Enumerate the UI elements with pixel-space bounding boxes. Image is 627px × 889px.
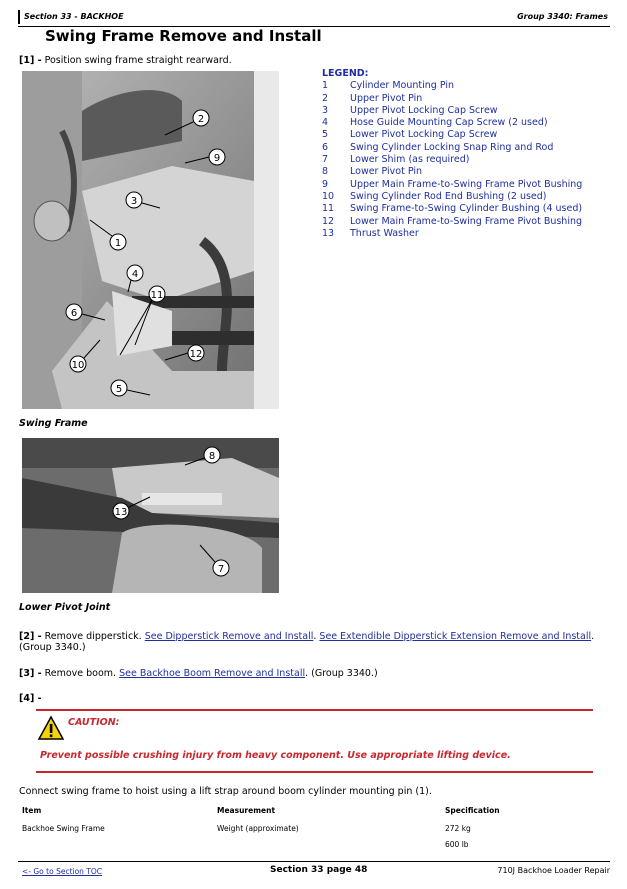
legend-label: Cylinder Mounting Pin [350, 80, 455, 92]
backhoe-boom-link[interactable]: See Backhoe Boom Remove and Install [119, 668, 306, 679]
legend-number: 11 [322, 203, 335, 215]
step-2-tail: . (Group 3340.) [19, 631, 595, 653]
callout-label: 7 [217, 564, 225, 575]
table-cell-spec-metric: 272 kg [445, 824, 471, 833]
legend-number: 6 [322, 141, 329, 153]
callout-label: 12 [189, 349, 203, 360]
figure-2-caption: Lower Pivot Joint [19, 602, 111, 613]
group-label: Group 3340: Frames [517, 12, 608, 21]
callout-label: 2 [197, 114, 205, 125]
callout-label: 11 [150, 290, 164, 301]
legend-label: Lower Shim (as required) [350, 154, 470, 166]
legend-number: 7 [322, 154, 329, 166]
col-header-measurement: Measurement [217, 806, 276, 815]
legend-label: Swing Cylinder Locking Snap Ring and Rod [350, 141, 554, 153]
callout-label: 3 [130, 196, 138, 207]
callout-label: 1 [114, 238, 122, 249]
legend-number: 9 [322, 178, 329, 190]
manual-title: 710J Backhoe Loader Repair [497, 866, 610, 875]
col-header-specification: Specification [445, 806, 500, 815]
callout-label: 10 [71, 360, 85, 371]
caution-bottom-rule [36, 771, 593, 773]
legend-label: Lower Pivot Pin [350, 166, 422, 178]
legend-label: Swing Cylinder Rod End Bushing (2 used) [350, 190, 547, 202]
section-label: Section 33 - BACKHOE [24, 12, 124, 21]
callout-label: 13 [114, 507, 128, 518]
footer-divider [18, 861, 610, 862]
legend-number: 8 [322, 166, 329, 178]
dipperstick-link[interactable]: See Dipperstick Remove and Install [144, 631, 314, 642]
legend-number: 13 [322, 227, 335, 239]
legend-label: Upper Pivot Pin [350, 92, 423, 104]
page-footer [18, 861, 610, 881]
legend-number: 10 [322, 190, 335, 202]
step-2-number: [2] - [19, 631, 42, 642]
step-4 [19, 693, 42, 704]
section-toc-link[interactable]: <- Go to Section TOC [22, 867, 103, 876]
legend-label: Hose Guide Mounting Cap Screw (2 used) [350, 117, 548, 129]
callout-label: 5 [115, 384, 123, 395]
warning-triangle-icon [38, 715, 64, 741]
connect-instruction: Connect swing frame to hoist using a lift strap around boom cylinder mounting pin (1). [19, 786, 432, 797]
legend-number: 5 [322, 129, 329, 141]
table-cell-measurement: Weight (approximate) [217, 824, 299, 833]
step-3 [19, 668, 378, 679]
legend-heading: LEGEND: [322, 68, 369, 79]
step-3-text: Remove boom. [44, 668, 117, 679]
legend-label: Upper Pivot Locking Cap Screw [350, 104, 498, 116]
page-title: Swing Frame Remove and Install [45, 27, 322, 45]
caution-message: Prevent possible crushing injury from heavy component. Use appropriate lifting device. [40, 750, 511, 761]
legend-number: 2 [322, 92, 329, 104]
step-2 [19, 631, 627, 653]
page-number: Section 33 page 48 [270, 865, 368, 875]
step-2-separator: . [313, 631, 317, 642]
callout-label: 8 [208, 451, 216, 462]
step-4-number: [4] - [19, 693, 42, 704]
legend-label: Lower Main Frame-to-Swing Frame Pivot Bushing [350, 215, 583, 227]
extendible-dipperstick-link[interactable]: See Extendible Dipperstick Extension Remove and Install [319, 631, 592, 642]
legend-label: Thrust Washer [350, 227, 419, 239]
step-2-text: Remove dipperstick. [44, 631, 142, 642]
step-3-number: [3] - [19, 668, 42, 679]
table-cell-item: Backhoe Swing Frame [22, 824, 105, 833]
legend-label: Swing Frame-to-Swing Cylinder Bushing (4 used) [350, 203, 583, 215]
table-cell-spec-imperial: 600 lb [445, 840, 469, 849]
legend-number: 4 [322, 117, 329, 129]
step-3-tail: . (Group 3340.) [305, 668, 378, 679]
legend-number: 1 [322, 80, 329, 92]
legend-number: 3 [322, 104, 329, 116]
caution-top-rule [36, 709, 593, 711]
col-header-item: Item [22, 806, 42, 815]
legend-number: 12 [322, 215, 335, 227]
step-1-text: Position swing frame straight rearward. [44, 55, 232, 66]
callout-label: 6 [70, 308, 78, 319]
step-1-number: [1] - [19, 55, 42, 66]
legend-label: Upper Main Frame-to-Swing Frame Pivot Bushing [350, 178, 583, 190]
figure-1-caption: Swing Frame [19, 418, 88, 429]
caution-title: CAUTION: [68, 717, 120, 728]
legend-label: Lower Pivot Locking Cap Screw [350, 129, 498, 141]
callout-label: 4 [131, 269, 139, 280]
callout-label: 9 [213, 153, 221, 164]
